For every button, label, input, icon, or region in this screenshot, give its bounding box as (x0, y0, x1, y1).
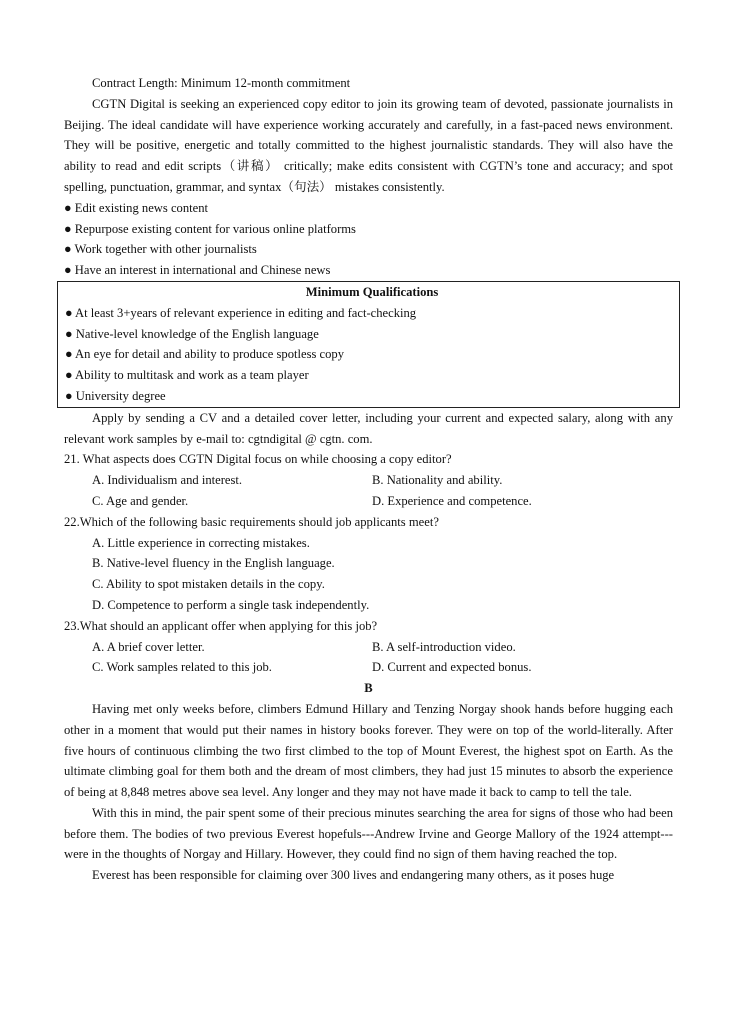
qualification-item: ● Native-level knowledge of the English language (65, 326, 319, 341)
qualifications-box (57, 281, 680, 408)
job-intro-paragraph: CGTN Digital is seeking an experienced copy editor to join its growing team of devoted, passionate journalists in Beijing. The ideal candidate will have experience working accurately and carefully, in a fast-paced news environment. They will be positive, energetic and totally committed to the highest journalistic standards. They will also have the ability to read and edit scripts（讲稿） critically; make edits consistent with CGTN’s tone and accuracy; and spot spelling, punctuation, grammar, and syntax（句法） mistakes consistently. (64, 96, 673, 194)
option-b: B. A self-introduction video. (372, 639, 516, 654)
question-21-options-row-1 (64, 470, 673, 491)
duty-item: ● Work together with other journalists (64, 242, 257, 257)
qualification-item: ● At least 3+years of relevant experience in editing and fact-checking (65, 305, 417, 320)
option-d: D. Competence to perform a single task independently. (92, 597, 370, 612)
question-23-stem: 23.What should an applicant offer when applying for this job? (64, 618, 378, 633)
qualification-item: ● An eye for detail and ability to produce spotless copy (65, 347, 345, 362)
passage-b-paragraph: Everest has been responsible for claiming over 300 lives and endangering many others, as it poses huge (92, 868, 615, 883)
duty-item: ● Have an interest in international and Chinese news (64, 263, 331, 278)
option-c: C. Age and gender. (92, 493, 189, 508)
qualification-item: ● Ability to multitask and work as a team player (65, 368, 309, 383)
question-21-stem: 21. What aspects does CGTN Digital focus on while choosing a copy editor? (64, 452, 452, 467)
qualification-item: ● University degree (65, 388, 166, 403)
contract-length: Contract Length: Minimum 12-month commitment (92, 76, 351, 90)
option-c: C. Work samples related to this job. (92, 660, 272, 675)
duty-item: ● Edit existing news content (64, 200, 209, 215)
question-22-stem: 22.Which of the following basic requirements should job applicants meet? (64, 514, 439, 529)
apply-paragraph: Apply by sending a CV and a detailed cover letter, including your current and expected salary, along with any relevant work samples by e-mail to: cgtndigital @ cgtn. com. (64, 410, 673, 446)
passage-b-paragraph: Having met only weeks before, climbers Edmund Hillary and Tenzing Norgay shook hands before hugging each other in a moment that would put their names in history books forever. They were on top of the world-literally. After five hours of continuous climbing the two first climbed to the top of Mount Everest, the highest spot on Earth. As the ultimate climbing goal for them both and the dream of most climbers, they had just 15 minutes to absorb the experience of being at 8,848 metres above sea level. Any longer and they may not have made it back to camp to tell the tale. (64, 701, 673, 800)
option-a: A. A brief cover letter. (92, 639, 205, 654)
question-23-options-row-2 (64, 657, 673, 678)
option-a: A. Individualism and interest. (92, 473, 243, 488)
document-page (64, 73, 673, 886)
option-b: B. Nationality and ability. (372, 473, 503, 488)
qualifications-title: Minimum Qualifications (305, 284, 439, 299)
option-a: A. Little experience in correcting mistakes. (92, 535, 310, 550)
duty-item: ● Repurpose existing content for various online platforms (64, 221, 356, 236)
option-d: D. Experience and competence. (372, 493, 532, 508)
option-c: C. Ability to spot mistaken details in the copy. (92, 577, 325, 592)
option-d: D. Current and expected bonus. (372, 660, 532, 675)
section-b-heading: B (364, 681, 373, 696)
option-b: B. Native-level fluency in the English language. (92, 556, 335, 571)
passage-b-paragraph: With this in mind, the pair spent some of their precious minutes searching the area for signs of those who had been before them. The bodies of two previous Everest hopefuls---Andrew Irvine and George Mallory of the 1924 attempt---were in the thoughts of Norgay and Hillary. However, they could find no sign of them having reached the top. (64, 805, 673, 862)
question-23-options-row-1 (64, 637, 673, 658)
question-21-options-row-2 (64, 491, 673, 512)
